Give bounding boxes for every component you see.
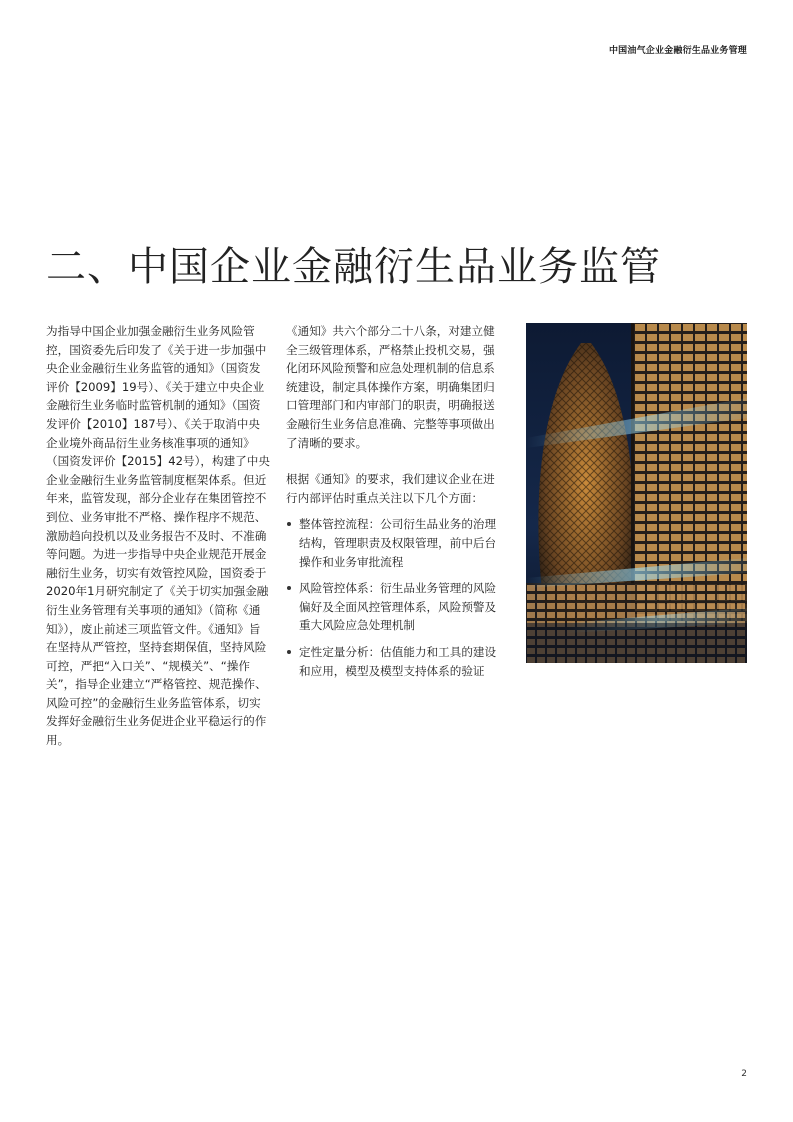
page-number: 2: [741, 1069, 747, 1079]
list-item: 风险管控体系：衍生品业务管理的风险偏好及全面风控管理体系，风险预警及重大风险应急处理机制: [286, 579, 504, 635]
bullet-icon: [287, 522, 291, 526]
body-column-middle: [286, 322, 504, 688]
focus-list: [286, 515, 504, 680]
city-skyline-night-photo: [526, 323, 747, 663]
body-paragraph-1: 《通知》共六个部分二十八条，对建立健全三级管理体系，严格禁止投机交易，强化闭环风险预警和应急处理机制的信息系统建设，制定具体操作方案，明确集团归口管理部门和内审部门的职责，明确报送金融衍生业务信息准确、完整等事项做出了清晰的要求。: [286, 324, 495, 450]
body-paragraph: 为指导中国企业加强金融衍生业务风险管控，国资委先后印发了《关于进一步加强中央企业金融衍生业务监管的通知》（国资发评价【2009】19号）、《关于建立中央企业金融衍生业务临时监管机制的通知》（国资发评价【2010】187号）、《关于取消中央企业境外商品衍生业务核准事项的通知》（国资发评价【2015】42号），构建了中央企业金融衍生业务监管制度框架体系。但近年来，监管发现，部分企业存在集团管控不到位、业务审批不严格、操作程序不规范、激励趋向投机以及业务报告不及时、不准确等问题。为进一步指导中央企业规范开展金融衍生业务，切实有效管控风险，国资委于2020年1月研究制定了《关于切实加强金融衍生业务管理有关事项的通知》（简称《通知》），废止前述三项监管文件。《通知》旨在坚持从严管控，坚持套期保值，坚持风险可控，严把“入口关”、“规模关”、“操作关”，指导企业建立“严格管控、规范操作、风险可控”的金融衍生业务监管体系，切实发挥好金融衍生业务促进企业平稳运行的作用。: [46, 324, 270, 748]
body-column-left: [46, 322, 271, 750]
list-item: 定性定量分析：估值能力和工具的建设和应用，模型及模型支持体系的验证: [286, 643, 504, 680]
bullet-icon: [287, 586, 291, 590]
bullet-icon: [287, 650, 291, 654]
body-paragraph-2: 根据《通知》的要求，我们建议企业在进行内部评估时重点关注以下几个方面：: [286, 472, 495, 505]
section-title: 二、中国企业金融衍生品业务监管: [46, 243, 661, 290]
running-header: 中国油气企业金融衍生品业务管理: [608, 46, 747, 56]
list-item: 整体管控流程：公司衍生品业务的治理结构，管理职责及权限管理，前中后台操作和业务审批流程: [286, 515, 504, 571]
